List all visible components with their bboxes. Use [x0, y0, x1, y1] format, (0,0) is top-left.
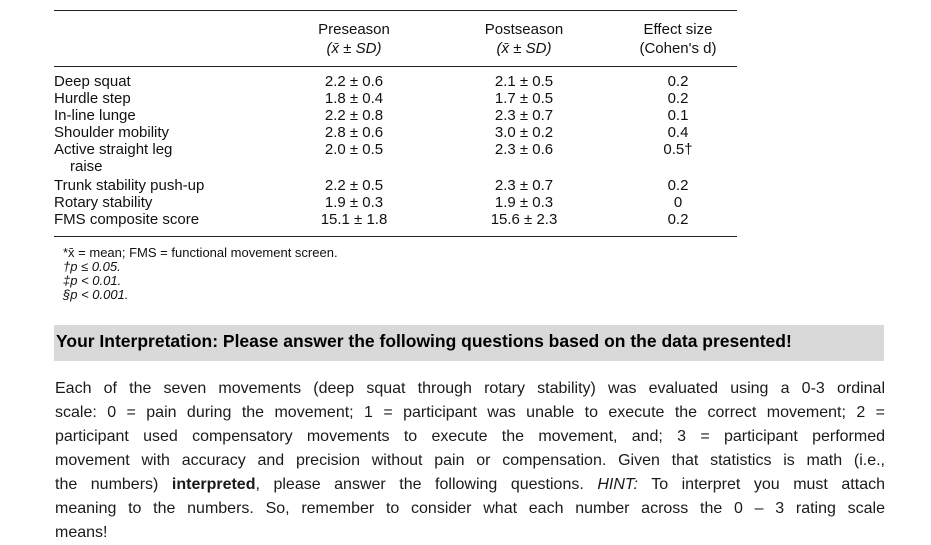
row-effect: 0.2 — [667, 211, 689, 228]
row-label: Trunk stability push-up — [54, 177, 205, 194]
row-label: Hurdle step — [54, 90, 131, 107]
table-header-rule — [54, 66, 737, 67]
row-pre: 15.1 ± 1.8 — [320, 211, 388, 228]
row-pre: 1.8 ± 0.4 — [324, 90, 384, 107]
row-label: In-line lunge — [54, 107, 136, 124]
header-postseason: Postseason (x̄ ± SD) — [484, 21, 564, 57]
row-post: 2.3 ± 0.7 — [494, 177, 554, 194]
row-effect: 0.5† — [663, 141, 693, 158]
row-label-continued: raise — [70, 158, 103, 175]
row-effect: 0.2 — [667, 73, 689, 90]
row-label: Rotary stability — [54, 194, 153, 211]
row-pre: 2.2 ± 0.8 — [324, 107, 384, 124]
interpretation-heading: Your Interpretation: Please answer the following questions based on the data presented! — [56, 331, 792, 351]
row-post: 1.7 ± 0.5 — [494, 90, 554, 107]
table-footnotes — [63, 246, 338, 302]
footnote: ‡p < 0.01. — [63, 273, 122, 288]
paragraph-line: Each of the seven movements (deep squat through rotary stability) was evaluated using a 0-3 ordinal — [55, 380, 885, 397]
row-post: 2.1 ± 0.5 — [494, 73, 554, 90]
paragraph-line: the numbers) interpreted, please answer the following questions. HINT: To interpret you must attach — [55, 476, 885, 493]
table-top-rule — [54, 10, 737, 11]
row-label: Active straight leg — [54, 141, 173, 158]
footnote: §p < 0.001. — [63, 287, 129, 302]
row-effect: 0.4 — [667, 124, 689, 141]
row-effect: 0 — [673, 194, 683, 211]
row-post: 2.3 ± 0.6 — [494, 141, 554, 158]
row-label: Deep squat — [54, 73, 131, 90]
row-pre: 2.2 ± 0.6 — [324, 73, 384, 90]
row-label: FMS composite score — [54, 211, 200, 228]
interpretation-banner — [54, 325, 884, 361]
row-post: 2.3 ± 0.7 — [494, 107, 554, 124]
header-effect-size: Effect size (Cohen's d) — [639, 21, 717, 57]
row-post: 3.0 ± 0.2 — [494, 124, 554, 141]
row-pre: 1.9 ± 0.3 — [324, 194, 384, 211]
row-post: 1.9 ± 0.3 — [494, 194, 554, 211]
header-preseason: Preseason (x̄ ± SD) — [318, 21, 390, 57]
footnote: †p ≤ 0.05. — [63, 259, 121, 274]
paragraph-line: meaning to the numbers. So, remember to consider what each number across the 0 – 3 rating scale — [55, 500, 885, 517]
paragraph-line: movement with accuracy and precision without pain or compensation. Given that statistics is math (i.e., — [55, 452, 885, 469]
row-pre: 2.2 ± 0.5 — [324, 177, 384, 194]
row-effect: 0.1 — [667, 107, 689, 124]
paragraph-line: means! — [55, 524, 108, 541]
hint-label: HINT: — [597, 476, 638, 493]
row-pre: 2.0 ± 0.5 — [324, 141, 384, 158]
paragraph-line: scale: 0 = pain during the movement; 1 = participant was unable to execute the correct movement; 2 = — [55, 404, 885, 421]
row-label: Shoulder mobility — [54, 124, 170, 141]
interpretation-paragraph — [55, 377, 885, 545]
emphasis-interpreted: interpreted — [171, 476, 256, 493]
row-pre: 2.8 ± 0.6 — [324, 124, 384, 141]
row-post: 15.6 ± 2.3 — [490, 211, 558, 228]
row-effect: 0.2 — [667, 90, 689, 107]
row-effect: 0.2 — [667, 177, 689, 194]
footnote: *x̄ = mean; FMS = functional movement screen. — [63, 245, 338, 260]
paragraph-line: participant used compensatory movements to execute the movement, and; 3 = participant performed — [55, 428, 885, 445]
table-bottom-rule — [54, 236, 737, 237]
